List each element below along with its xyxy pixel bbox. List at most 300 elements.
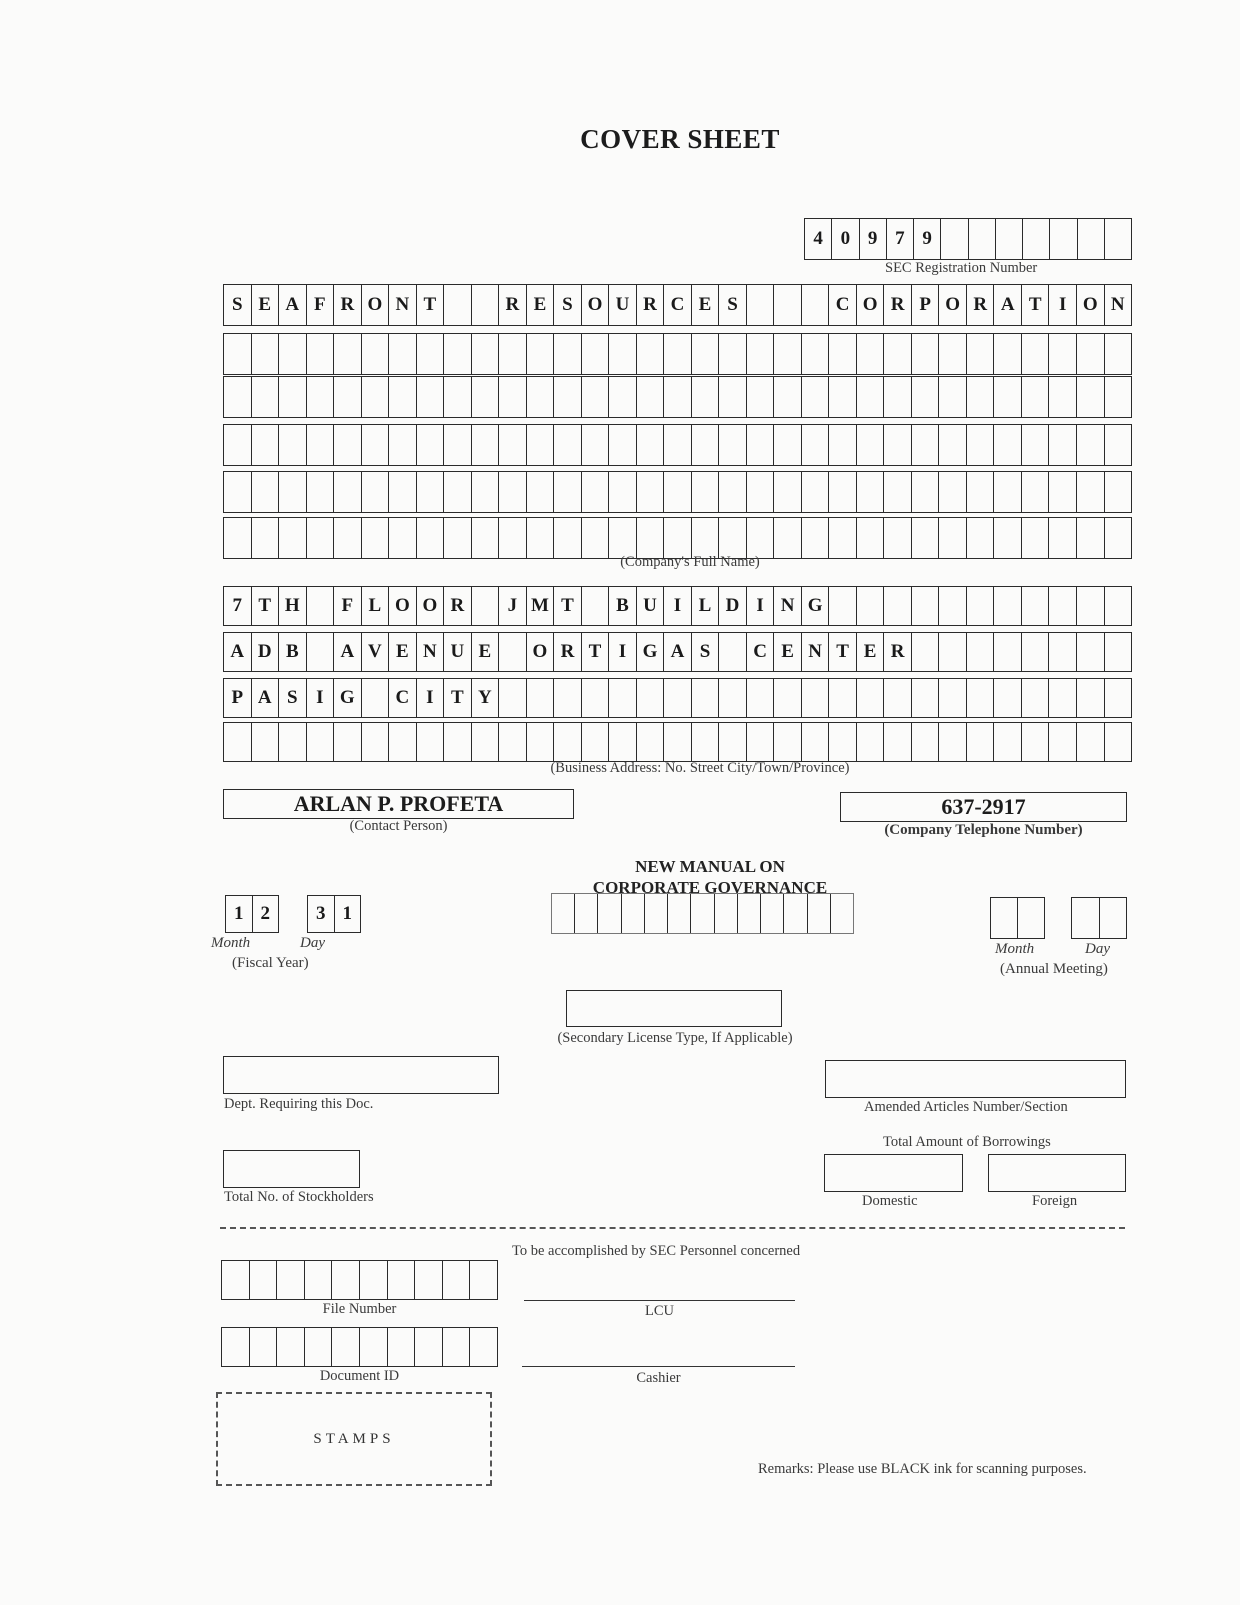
company-name-cell[interactable] bbox=[967, 334, 995, 374]
company-name-cell[interactable] bbox=[554, 518, 582, 558]
company-name-cell[interactable] bbox=[939, 518, 967, 558]
company-name-cell[interactable] bbox=[884, 377, 912, 417]
company-name-row[interactable] bbox=[223, 517, 1132, 559]
company-name-cell[interactable] bbox=[829, 518, 857, 558]
cashier-signature-line[interactable] bbox=[522, 1366, 795, 1367]
sec-registration-cell[interactable]: 4 bbox=[805, 219, 832, 259]
company-name-cell[interactable] bbox=[747, 285, 775, 325]
company-name-cell[interactable] bbox=[224, 518, 252, 558]
business-address-cell[interactable]: O bbox=[417, 587, 445, 625]
business-address-cell[interactable]: R bbox=[444, 587, 472, 625]
file-number-cell[interactable] bbox=[360, 1261, 388, 1299]
company-name-cell[interactable] bbox=[1049, 472, 1077, 512]
company-name-cell[interactable] bbox=[1077, 377, 1105, 417]
company-name-cell[interactable] bbox=[224, 377, 252, 417]
borrowings-foreign-field[interactable] bbox=[988, 1154, 1126, 1192]
business-address-cell[interactable] bbox=[719, 679, 747, 717]
company-name-cell[interactable] bbox=[884, 334, 912, 374]
business-address-cell[interactable] bbox=[967, 679, 995, 717]
dept-requiring-field[interactable] bbox=[223, 1056, 499, 1094]
company-name-cell[interactable] bbox=[1049, 334, 1077, 374]
business-address-row[interactable] bbox=[223, 632, 1132, 672]
company-name-cell[interactable] bbox=[829, 425, 857, 465]
document-id-cell[interactable] bbox=[250, 1328, 278, 1366]
company-name-cell[interactable] bbox=[637, 425, 665, 465]
company-name-cell[interactable] bbox=[1077, 425, 1105, 465]
company-name-cell[interactable] bbox=[664, 377, 692, 417]
business-address-cell[interactable] bbox=[994, 723, 1022, 761]
company-name-cell[interactable] bbox=[1022, 334, 1050, 374]
business-address-cell[interactable]: R bbox=[554, 633, 582, 671]
business-address-cell[interactable]: D bbox=[252, 633, 280, 671]
business-address-cell[interactable] bbox=[939, 587, 967, 625]
fiscal-year-day-cell[interactable]: 1 bbox=[342, 903, 352, 924]
company-name-cell[interactable] bbox=[747, 472, 775, 512]
business-address-cell[interactable] bbox=[499, 633, 527, 671]
business-address-cell[interactable] bbox=[719, 633, 747, 671]
company-name-row[interactable] bbox=[223, 376, 1132, 418]
company-name-cell[interactable] bbox=[389, 472, 417, 512]
form-type-cell[interactable] bbox=[691, 894, 714, 933]
company-name-cell[interactable] bbox=[527, 518, 555, 558]
business-address-cell[interactable]: N bbox=[417, 633, 445, 671]
company-name-cell[interactable] bbox=[444, 472, 472, 512]
company-name-cell[interactable] bbox=[582, 425, 610, 465]
company-name-cell[interactable] bbox=[774, 285, 802, 325]
company-name-cell[interactable] bbox=[774, 472, 802, 512]
business-address-cell[interactable] bbox=[664, 723, 692, 761]
business-address-cell[interactable] bbox=[664, 679, 692, 717]
business-address-cell[interactable] bbox=[527, 679, 555, 717]
sec-registration-cell[interactable]: 0 bbox=[832, 219, 859, 259]
contact-person-field[interactable] bbox=[223, 789, 574, 819]
company-name-cell[interactable] bbox=[829, 377, 857, 417]
company-name-cell[interactable]: E bbox=[692, 285, 720, 325]
company-name-cell[interactable] bbox=[774, 377, 802, 417]
company-name-cell[interactable] bbox=[1049, 377, 1077, 417]
company-name-cell[interactable] bbox=[884, 425, 912, 465]
business-address-cell[interactable] bbox=[252, 723, 280, 761]
business-address-cell[interactable] bbox=[912, 679, 940, 717]
company-name-cell[interactable] bbox=[609, 425, 637, 465]
business-address-cell[interactable]: E bbox=[857, 633, 885, 671]
company-name-cell[interactable] bbox=[994, 425, 1022, 465]
company-name-cell[interactable] bbox=[747, 377, 775, 417]
company-name-cell[interactable] bbox=[472, 518, 500, 558]
company-name-cell[interactable] bbox=[1049, 425, 1077, 465]
company-name-cell[interactable] bbox=[912, 425, 940, 465]
company-name-cell[interactable] bbox=[802, 518, 830, 558]
business-address-cell[interactable]: S bbox=[279, 679, 307, 717]
business-address-cell[interactable] bbox=[1022, 633, 1050, 671]
company-name-cell[interactable] bbox=[912, 518, 940, 558]
company-name-cell[interactable] bbox=[362, 334, 390, 374]
business-address-cell[interactable] bbox=[609, 679, 637, 717]
form-type-cell[interactable] bbox=[808, 894, 831, 933]
company-name-cell[interactable] bbox=[334, 472, 362, 512]
business-address-cell[interactable]: H bbox=[279, 587, 307, 625]
business-address-cell[interactable] bbox=[389, 723, 417, 761]
company-name-cell[interactable] bbox=[719, 425, 747, 465]
business-address-cell[interactable] bbox=[307, 633, 335, 671]
business-address-cell[interactable] bbox=[609, 723, 637, 761]
business-address-cell[interactable] bbox=[334, 723, 362, 761]
business-address-cell[interactable] bbox=[362, 723, 390, 761]
company-name-cell[interactable] bbox=[692, 425, 720, 465]
company-name-cell[interactable] bbox=[444, 518, 472, 558]
company-name-cell[interactable] bbox=[802, 425, 830, 465]
business-address-cell[interactable]: A bbox=[224, 633, 252, 671]
file-number-cell[interactable] bbox=[443, 1261, 471, 1299]
annual-meeting-month-cell[interactable] bbox=[1018, 898, 1044, 938]
company-name-cell[interactable]: E bbox=[252, 285, 280, 325]
business-address-cell[interactable] bbox=[747, 679, 775, 717]
business-address-cell[interactable] bbox=[884, 723, 912, 761]
company-name-cell[interactable] bbox=[719, 472, 747, 512]
company-name-cell[interactable] bbox=[829, 334, 857, 374]
company-name-cell[interactable] bbox=[692, 472, 720, 512]
business-address-cell[interactable]: T bbox=[252, 587, 280, 625]
business-address-cell[interactable]: O bbox=[527, 633, 555, 671]
company-name-cell[interactable]: T bbox=[417, 285, 445, 325]
business-address-cell[interactable]: U bbox=[444, 633, 472, 671]
business-address-cell[interactable] bbox=[692, 723, 720, 761]
business-address-cell[interactable] bbox=[967, 723, 995, 761]
document-id-cell[interactable] bbox=[470, 1328, 497, 1366]
company-name-cell[interactable] bbox=[609, 377, 637, 417]
annual-meeting-day-cell[interactable] bbox=[1100, 898, 1127, 938]
company-name-cell[interactable] bbox=[362, 518, 390, 558]
company-name-cell[interactable]: O bbox=[939, 285, 967, 325]
business-address-cell[interactable]: S bbox=[692, 633, 720, 671]
company-name-cell[interactable] bbox=[609, 334, 637, 374]
company-name-row[interactable] bbox=[223, 424, 1132, 466]
annual-meeting-month-cell[interactable] bbox=[991, 898, 1018, 938]
business-address-cell[interactable]: E bbox=[774, 633, 802, 671]
file-number-cell[interactable] bbox=[277, 1261, 305, 1299]
company-name-cell[interactable] bbox=[774, 518, 802, 558]
company-name-cell[interactable] bbox=[664, 472, 692, 512]
business-address-cell[interactable] bbox=[774, 723, 802, 761]
company-name-cell[interactable] bbox=[362, 472, 390, 512]
company-name-cell[interactable] bbox=[912, 472, 940, 512]
business-address-cell[interactable]: N bbox=[774, 587, 802, 625]
company-name-cell[interactable] bbox=[1077, 334, 1105, 374]
company-name-cell[interactable] bbox=[664, 425, 692, 465]
business-address-cell[interactable]: I bbox=[609, 633, 637, 671]
form-type-cell[interactable] bbox=[715, 894, 738, 933]
document-id-cell[interactable] bbox=[277, 1328, 305, 1366]
stockholders-field[interactable] bbox=[223, 1150, 360, 1188]
company-name-cell[interactable] bbox=[307, 518, 335, 558]
file-number-cells[interactable] bbox=[221, 1260, 498, 1300]
business-address-cell[interactable]: E bbox=[472, 633, 500, 671]
business-address-row[interactable] bbox=[223, 586, 1132, 626]
company-name-cell[interactable] bbox=[417, 334, 445, 374]
company-name-cell[interactable] bbox=[912, 334, 940, 374]
company-name-cell[interactable] bbox=[279, 377, 307, 417]
company-name-cell[interactable]: O bbox=[857, 285, 885, 325]
business-address-cell[interactable] bbox=[527, 723, 555, 761]
company-name-cell[interactable] bbox=[554, 377, 582, 417]
company-name-cell[interactable] bbox=[884, 472, 912, 512]
company-name-cell[interactable] bbox=[307, 425, 335, 465]
fiscal-year-day-cell[interactable]: 3 bbox=[308, 896, 335, 932]
business-address-cell[interactable]: P bbox=[224, 679, 252, 717]
business-address-cell[interactable]: O bbox=[389, 587, 417, 625]
company-name-cell[interactable] bbox=[1105, 334, 1132, 374]
business-address-cell[interactable] bbox=[994, 633, 1022, 671]
business-address-cell[interactable] bbox=[444, 723, 472, 761]
company-name-cell[interactable]: R bbox=[884, 285, 912, 325]
secondary-license-field[interactable] bbox=[566, 990, 782, 1027]
company-name-cell[interactable] bbox=[609, 472, 637, 512]
company-name-cell[interactable] bbox=[389, 425, 417, 465]
annual-meeting-month-cells[interactable] bbox=[990, 897, 1045, 939]
form-type-cell[interactable] bbox=[645, 894, 668, 933]
company-name-row[interactable] bbox=[223, 471, 1132, 513]
company-name-cell[interactable] bbox=[719, 377, 747, 417]
business-address-cell[interactable] bbox=[362, 679, 390, 717]
company-name-cell[interactable] bbox=[939, 377, 967, 417]
company-name-cell[interactable] bbox=[1105, 472, 1132, 512]
company-name-cell[interactable] bbox=[802, 285, 830, 325]
company-name-cell[interactable] bbox=[994, 472, 1022, 512]
company-name-cell[interactable]: T bbox=[1022, 285, 1050, 325]
sec-registration-cell[interactable]: 9 bbox=[914, 219, 941, 259]
business-address-cell[interactable] bbox=[1077, 633, 1105, 671]
company-name-cell[interactable] bbox=[747, 425, 775, 465]
form-type-cell[interactable] bbox=[668, 894, 691, 933]
company-name-cell[interactable] bbox=[362, 425, 390, 465]
business-address-cell[interactable] bbox=[939, 679, 967, 717]
company-name-cell[interactable] bbox=[637, 334, 665, 374]
company-name-cell[interactable] bbox=[279, 472, 307, 512]
company-name-cell[interactable]: C bbox=[664, 285, 692, 325]
business-address-cell[interactable] bbox=[857, 679, 885, 717]
business-address-cell[interactable]: T bbox=[829, 633, 857, 671]
business-address-cell[interactable] bbox=[1105, 633, 1132, 671]
company-name-cell[interactable] bbox=[472, 472, 500, 512]
company-name-cell[interactable] bbox=[389, 334, 417, 374]
business-address-cell[interactable] bbox=[554, 723, 582, 761]
company-name-cell[interactable] bbox=[279, 518, 307, 558]
company-name-cell[interactable] bbox=[334, 425, 362, 465]
business-address-cell[interactable] bbox=[499, 723, 527, 761]
company-name-cell[interactable] bbox=[1105, 518, 1132, 558]
company-name-cell[interactable] bbox=[994, 377, 1022, 417]
company-name-cell[interactable] bbox=[802, 472, 830, 512]
company-name-row[interactable] bbox=[223, 284, 1132, 326]
sec-registration-cell[interactable]: 7 bbox=[887, 219, 914, 259]
document-id-cell[interactable] bbox=[305, 1328, 333, 1366]
company-name-cell[interactable]: U bbox=[609, 285, 637, 325]
company-name-cell[interactable] bbox=[1022, 518, 1050, 558]
business-address-cell[interactable] bbox=[802, 679, 830, 717]
company-name-cell[interactable] bbox=[637, 377, 665, 417]
company-name-cell[interactable] bbox=[279, 425, 307, 465]
company-name-cell[interactable] bbox=[224, 472, 252, 512]
company-name-cell[interactable]: N bbox=[389, 285, 417, 325]
company-name-cell[interactable]: F bbox=[307, 285, 335, 325]
company-name-cell[interactable] bbox=[1022, 377, 1050, 417]
business-address-cell[interactable]: N bbox=[802, 633, 830, 671]
business-address-cell[interactable] bbox=[884, 679, 912, 717]
document-id-cell[interactable] bbox=[360, 1328, 388, 1366]
sec-registration-cell[interactable] bbox=[996, 219, 1023, 259]
company-name-cell[interactable] bbox=[307, 334, 335, 374]
company-name-cell[interactable] bbox=[499, 334, 527, 374]
company-name-cell[interactable] bbox=[747, 334, 775, 374]
company-name-cell[interactable] bbox=[334, 334, 362, 374]
document-id-cell[interactable] bbox=[222, 1328, 250, 1366]
fiscal-year-month-cells[interactable] bbox=[225, 895, 279, 933]
company-name-cell[interactable] bbox=[252, 377, 280, 417]
company-name-cell[interactable] bbox=[499, 472, 527, 512]
business-address-cell[interactable]: A bbox=[664, 633, 692, 671]
sec-registration-cell[interactable] bbox=[969, 219, 996, 259]
business-address-cell[interactable] bbox=[857, 587, 885, 625]
business-address-cell[interactable] bbox=[1105, 723, 1132, 761]
file-number-cell[interactable] bbox=[332, 1261, 360, 1299]
form-type-cell[interactable] bbox=[575, 894, 598, 933]
company-name-cell[interactable] bbox=[747, 518, 775, 558]
company-name-cell[interactable] bbox=[967, 518, 995, 558]
file-number-cell[interactable] bbox=[415, 1261, 443, 1299]
company-name-cell[interactable] bbox=[774, 425, 802, 465]
company-name-cell[interactable] bbox=[252, 472, 280, 512]
form-type-cell[interactable] bbox=[622, 894, 645, 933]
business-address-row[interactable] bbox=[223, 722, 1132, 762]
business-address-cell[interactable] bbox=[747, 723, 775, 761]
company-name-cell[interactable]: E bbox=[527, 285, 555, 325]
business-address-cell[interactable] bbox=[829, 587, 857, 625]
business-address-cell[interactable] bbox=[499, 679, 527, 717]
company-name-cell[interactable] bbox=[692, 518, 720, 558]
business-address-cell[interactable] bbox=[417, 723, 445, 761]
business-address-cell[interactable] bbox=[967, 633, 995, 671]
company-name-cell[interactable] bbox=[389, 377, 417, 417]
file-number-cell[interactable] bbox=[305, 1261, 333, 1299]
business-address-cell[interactable] bbox=[1105, 679, 1132, 717]
business-address-cell[interactable]: R bbox=[884, 633, 912, 671]
company-name-cell[interactable] bbox=[1022, 472, 1050, 512]
form-type-cell[interactable] bbox=[598, 894, 621, 933]
business-address-cell[interactable] bbox=[582, 723, 610, 761]
business-address-cell[interactable]: G bbox=[334, 679, 362, 717]
company-name-cell[interactable] bbox=[252, 425, 280, 465]
company-name-cell[interactable]: S bbox=[554, 285, 582, 325]
business-address-cell[interactable] bbox=[939, 633, 967, 671]
annual-meeting-day-cell[interactable] bbox=[1072, 898, 1100, 938]
form-type-cell[interactable] bbox=[784, 894, 807, 933]
company-name-cell[interactable] bbox=[692, 334, 720, 374]
business-address-cell[interactable] bbox=[582, 587, 610, 625]
company-name-cell[interactable] bbox=[582, 472, 610, 512]
form-type-cell[interactable] bbox=[831, 894, 853, 933]
business-address-cell[interactable]: D bbox=[719, 587, 747, 625]
company-name-cell[interactable] bbox=[444, 425, 472, 465]
business-address-cell[interactable] bbox=[1022, 587, 1050, 625]
company-name-cell[interactable] bbox=[994, 334, 1022, 374]
company-name-cell[interactable] bbox=[527, 425, 555, 465]
business-address-cell[interactable]: E bbox=[389, 633, 417, 671]
company-name-cell[interactable] bbox=[912, 377, 940, 417]
business-address-cell[interactable] bbox=[1049, 587, 1077, 625]
company-name-cell[interactable] bbox=[802, 377, 830, 417]
sec-registration-cell[interactable] bbox=[1078, 219, 1105, 259]
company-name-cell[interactable] bbox=[1105, 377, 1132, 417]
business-address-cell[interactable] bbox=[1022, 679, 1050, 717]
company-name-cell[interactable]: P bbox=[912, 285, 940, 325]
company-name-cell[interactable] bbox=[307, 472, 335, 512]
company-name-cell[interactable] bbox=[719, 518, 747, 558]
sec-registration-cell[interactable] bbox=[1105, 219, 1131, 259]
company-name-cell[interactable] bbox=[1049, 518, 1077, 558]
sec-registration-cell[interactable] bbox=[1050, 219, 1077, 259]
business-address-cell[interactable] bbox=[692, 679, 720, 717]
company-name-cell[interactable] bbox=[582, 334, 610, 374]
sec-registration-cell[interactable] bbox=[1023, 219, 1050, 259]
company-telephone-field[interactable] bbox=[840, 792, 1127, 822]
company-name-cell[interactable]: R bbox=[499, 285, 527, 325]
business-address-cell[interactable] bbox=[582, 679, 610, 717]
business-address-cell[interactable] bbox=[1022, 723, 1050, 761]
company-name-cell[interactable]: A bbox=[994, 285, 1022, 325]
business-address-cell[interactable] bbox=[802, 723, 830, 761]
fiscal-year-month-cell[interactable]: 2 bbox=[260, 903, 270, 924]
company-name-cell[interactable] bbox=[939, 472, 967, 512]
company-name-cell[interactable] bbox=[444, 377, 472, 417]
business-address-cell[interactable]: T bbox=[444, 679, 472, 717]
company-name-cell[interactable]: S bbox=[224, 285, 252, 325]
company-name-cell[interactable] bbox=[389, 518, 417, 558]
business-address-cell[interactable]: I bbox=[664, 587, 692, 625]
company-name-cell[interactable] bbox=[719, 334, 747, 374]
company-name-cell[interactable] bbox=[857, 518, 885, 558]
company-name-cell[interactable] bbox=[939, 425, 967, 465]
company-name-cell[interactable]: I bbox=[1049, 285, 1077, 325]
company-name-cell[interactable] bbox=[252, 518, 280, 558]
lcu-signature-line[interactable] bbox=[524, 1300, 795, 1301]
company-name-cell[interactable] bbox=[224, 425, 252, 465]
company-name-cell[interactable] bbox=[362, 377, 390, 417]
company-name-cell[interactable] bbox=[1105, 425, 1132, 465]
document-id-cell[interactable] bbox=[388, 1328, 416, 1366]
business-address-cell[interactable]: U bbox=[637, 587, 665, 625]
company-name-cell[interactable] bbox=[582, 377, 610, 417]
business-address-cell[interactable] bbox=[1105, 587, 1132, 625]
business-address-cell[interactable] bbox=[1049, 679, 1077, 717]
company-name-cell[interactable]: R bbox=[637, 285, 665, 325]
document-id-cell[interactable] bbox=[443, 1328, 471, 1366]
company-name-cell[interactable] bbox=[994, 518, 1022, 558]
business-address-cell[interactable]: L bbox=[692, 587, 720, 625]
business-address-cell[interactable] bbox=[857, 723, 885, 761]
company-name-cell[interactable] bbox=[637, 472, 665, 512]
company-name-cell[interactable]: C bbox=[829, 285, 857, 325]
company-name-cell[interactable] bbox=[279, 334, 307, 374]
business-address-cell[interactable] bbox=[774, 679, 802, 717]
company-name-cell[interactable] bbox=[554, 334, 582, 374]
company-name-cell[interactable] bbox=[857, 472, 885, 512]
company-name-cell[interactable] bbox=[664, 518, 692, 558]
business-address-cell[interactable]: 7 bbox=[224, 587, 252, 625]
business-address-cell[interactable] bbox=[912, 633, 940, 671]
business-address-cell[interactable] bbox=[472, 587, 500, 625]
business-address-cell[interactable] bbox=[1077, 679, 1105, 717]
company-name-cell[interactable] bbox=[1077, 472, 1105, 512]
